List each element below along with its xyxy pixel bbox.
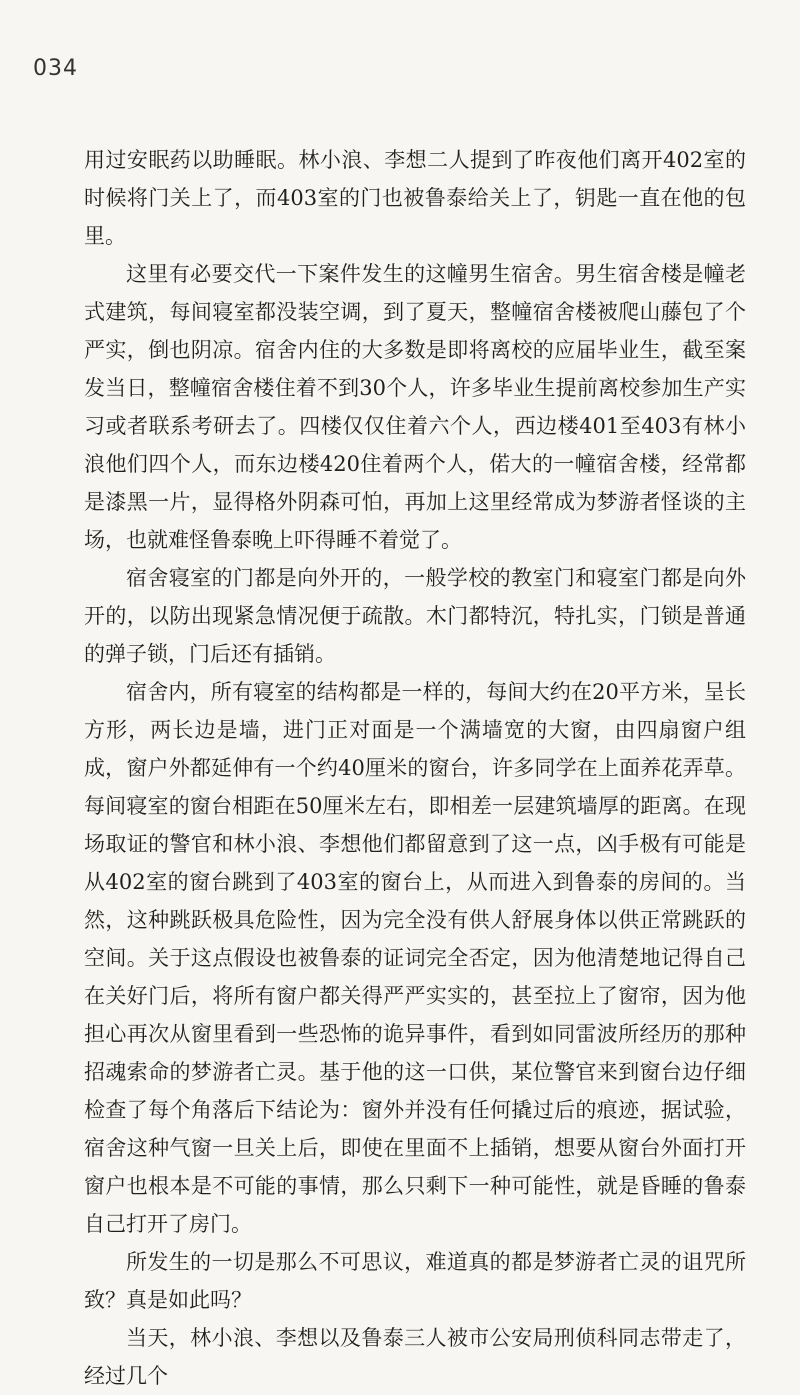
paragraph-5: 所发生的一切是那么不可思议，难道真的都是梦游者亡灵的诅咒所致？真是如此吗？: [84, 1250, 746, 1312]
body-text: [84, 141, 746, 1395]
page-number: 034: [33, 56, 78, 81]
paragraph-1: 用过安眠药以助睡眠。林小浪、李想二人提到了昨夜他们离开402室的时候将门关上了，而403室的门也被鲁泰给关上了，钥匙一直在他的包里。: [84, 148, 746, 248]
paragraph-3: 宿舍寝室的门都是向外开的，一般学校的教室门和寝室门都是向外开的，以防出现紧急情况便于疏散。木门都特沉，特扎实，门锁是普通的弹子锁，门后还有插销。: [84, 566, 746, 666]
paragraph-4: 宿舍内，所有寝室的结构都是一样的，每间大约在20平方米，呈长方形，两长边是墙，进门正对面是一个满墙宽的大窗，由四扇窗户组成，窗户外都延伸有一个约40厘米的窗台，许多同学在上面养花弄草。每间寝室的窗台相距在50厘米左右，即相差一层建筑墙厚的距离。在现场取证的警官和林小浪、李想他们都留意到了这一点，凶手极有可能是从402室的窗台跳到了403室的窗台上，从而进入到鲁泰的房间的。当然，这种跳跃极具危险性，因为完全没有供人舒展身体以供正常跳跃的空间。关于这点假设也被鲁泰的证词完全否定，因为他清楚地记得自己在关好门后，将所有窗户都关得严严实实的，甚至拉上了窗帘，因为他担心再次从窗里看到一些恐怖的诡异事件，看到如同雷波所经历的那种招魂索命的梦游者亡灵。基于他的这一口供，某位警官来到窗台边仔细检查了每个角落后下结论为：窗外并没有任何撬过后的痕迹，据试验，宿舍这种气窗一旦关上后，即使在里面不上插销，想要从窗台外面打开窗户也根本是不可能的事情，那么只剩下一种可能性，就是昏睡的鲁泰自己打开了房门。: [84, 680, 746, 1236]
paragraph-2: 这里有必要交代一下案件发生的这幢男生宿舍。男生宿舍楼是幢老式建筑，每间寝室都没装空调，到了夏天，整幢宿舍楼被爬山藤包了个严实，倒也阴凉。宿舍内住的大多数是即将离校的应届毕业生，截至案发当日，整幢宿舍楼住着不到30个人，许多毕业生提前离校参加生产实习或者联系考研去了。四楼仅仅住着六个人，西边楼401至403有林小浪他们四个人，而东边楼420住着两个人，偌大的一幢宿舍楼，经常都是漆黑一片，显得格外阴森可怕，再加上这里经常成为梦游者怪谈的主场，也就难怪鲁泰晚上吓得睡不着觉了。: [84, 262, 746, 552]
paragraph-6: 当天，林小浪、李想以及鲁泰三人被市公安局刑侦科同志带走了，经过几个: [84, 1326, 746, 1388]
